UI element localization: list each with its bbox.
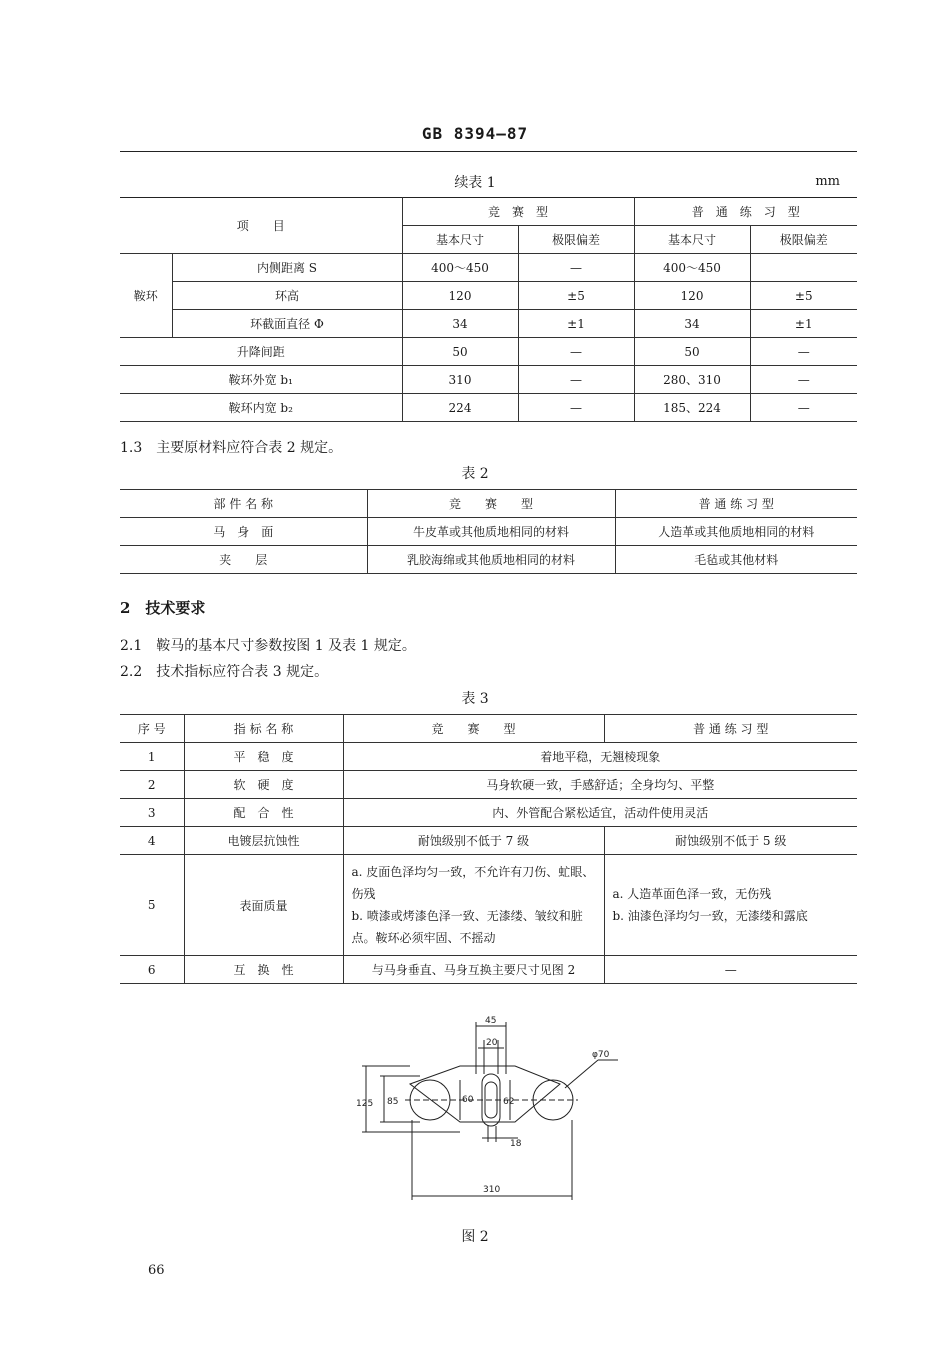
t2-header: 普 通 练 习 型: [615, 490, 857, 518]
t3-header: 普 通 练 习 型: [604, 715, 857, 743]
t3-cell: 软 硬 度: [184, 771, 343, 799]
paragraph-2-1: 2.1 鞍马的基本尺寸参数按图 1 及表 1 规定。: [120, 638, 416, 654]
t1-cell: 内侧距离 S: [172, 254, 402, 282]
t1-cell: 34: [402, 310, 518, 338]
t1-cell: 185、224: [634, 394, 750, 422]
dim-310: 310: [483, 1185, 501, 1195]
t3-cell: 2: [120, 771, 184, 799]
dim-85: 85: [387, 1097, 399, 1107]
t1-cell: ±5: [750, 282, 857, 310]
t1-header-train: 普 通 练 习 型: [634, 198, 857, 226]
table-row: [120, 771, 857, 799]
t1-cell: [750, 254, 857, 282]
t2-cell: 人造革或其他质地相同的材料: [615, 518, 857, 546]
t2-cell: 夹 层: [120, 546, 367, 574]
t1-cell: —: [750, 366, 857, 394]
t3-cell: 4: [120, 827, 184, 855]
t1-sub-basic: 基本尺寸: [634, 226, 750, 254]
t1-cell: 鞍环外宽 b₁: [120, 366, 402, 394]
figure-2-drawing: [350, 1010, 620, 1210]
t3-cell: 平 稳 度: [184, 743, 343, 771]
table2-caption: 表 2: [461, 466, 489, 482]
t1-cell: 升降间距: [120, 338, 402, 366]
table1-unit: mm: [815, 174, 840, 189]
table-row: [120, 282, 857, 310]
t3-item: a. 人造革面色泽一致，无伤残: [612, 887, 772, 901]
t3-cell: 马身软硬一致，手感舒适；全身均匀、平整: [343, 771, 857, 799]
t1-group-label: 鞍环: [120, 254, 172, 338]
t3-item: b. 油漆色泽均匀一致，无漆缕和露底: [612, 909, 808, 923]
table2: [120, 489, 857, 574]
t1-cell: 鞍环内宽 b₂: [120, 394, 402, 422]
t3-cell: 耐蚀级别不低于 7 级: [343, 827, 604, 855]
t1-cell: —: [518, 338, 634, 366]
t1-cell: ±1: [518, 310, 634, 338]
t3-cell: 5: [120, 855, 184, 956]
t1-cell: 120: [402, 282, 518, 310]
t1-cell: ±5: [518, 282, 634, 310]
document-header: GB 8394—87: [421, 124, 529, 143]
t3-cell: 1: [120, 743, 184, 771]
t1-cell: —: [750, 338, 857, 366]
dim-45: 45: [485, 1016, 497, 1026]
t3-cell: 电镀层抗蚀性: [184, 827, 343, 855]
t1-cell: —: [518, 366, 634, 394]
t3-cell: 与马身垂直、马身互换主要尺寸见图 2: [343, 956, 604, 984]
t1-cell: 310: [402, 366, 518, 394]
figure-2-caption: 图 2: [461, 1229, 489, 1245]
t3-cell: 配 合 性: [184, 799, 343, 827]
dim-62: 62: [503, 1097, 515, 1107]
t2-cell: 马 身 面: [120, 518, 367, 546]
t3-cell-surface-comp: [343, 855, 604, 956]
t1-cell: —: [518, 254, 634, 282]
t3-header: 序 号: [120, 715, 184, 743]
table-row: [120, 394, 857, 422]
table-row: [120, 254, 857, 282]
t1-cell: 50: [634, 338, 750, 366]
dim-18: 18: [510, 1139, 522, 1149]
t1-cell: 34: [634, 310, 750, 338]
t1-sub-tol: 极限偏差: [518, 226, 634, 254]
t1-cell: 120: [634, 282, 750, 310]
t1-header-item: 项 目: [120, 198, 402, 254]
dim-60: 60: [462, 1095, 474, 1105]
t1-sub-tol: 极限偏差: [750, 226, 857, 254]
t1-cell: 400～450: [634, 254, 750, 282]
table-row: [120, 546, 857, 574]
t3-cell: 耐蚀级别不低于 5 级: [604, 827, 857, 855]
t3-item: a. 皮面色泽均匀一致，不允许有刀伤、虻眼、伤残: [351, 865, 595, 901]
t1-cell: 280、310: [634, 366, 750, 394]
t3-cell: 6: [120, 956, 184, 984]
t3-cell: 3: [120, 799, 184, 827]
t1-sub-basic: 基本尺寸: [402, 226, 518, 254]
t2-cell: 乳胶海绵或其他质地相同的材料: [367, 546, 615, 574]
t1-cell: 环高: [172, 282, 402, 310]
table-row: [120, 827, 857, 855]
table-row: [120, 799, 857, 827]
section-2-title: 2 技术要求: [120, 599, 206, 617]
table-row: [120, 310, 857, 338]
table-header-row: [120, 490, 857, 518]
dim-125: 125: [356, 1099, 374, 1109]
dim-phi70: φ70: [592, 1050, 610, 1060]
table-header-row: [120, 715, 857, 743]
t2-cell: 牛皮革或其他质地相同的材料: [367, 518, 615, 546]
t2-cell: 毛毡或其他材料: [615, 546, 857, 574]
table-row: [120, 338, 857, 366]
table1: [120, 197, 857, 422]
t3-cell: 表面质量: [184, 855, 343, 956]
t3-cell: 着地平稳，无翘棱现象: [343, 743, 857, 771]
t3-item: b. 喷漆或烤漆色泽一致、无漆缕、皱纹和脏点。鞍环必须牢固、不摇动: [351, 909, 583, 945]
table3-caption: 表 3: [461, 691, 489, 707]
t3-cell-surface-train: [604, 855, 857, 956]
t2-header: 部 件 名 称: [120, 490, 367, 518]
t1-cell: 环截面直径 Φ: [172, 310, 402, 338]
page-number: 66: [148, 1263, 165, 1278]
table-row: [120, 743, 857, 771]
t3-header: 竞 赛 型: [343, 715, 604, 743]
t1-cell: 50: [402, 338, 518, 366]
t1-header-comp: 竞 赛 型: [402, 198, 634, 226]
table-row: [120, 956, 857, 984]
header-rule: [120, 151, 857, 152]
t3-header: 指 标 名 称: [184, 715, 343, 743]
t1-cell: 224: [402, 394, 518, 422]
t3-cell: —: [604, 956, 857, 984]
table1-caption: 续表 1: [454, 175, 496, 191]
table-row: [120, 855, 857, 956]
t1-cell: 400～450: [402, 254, 518, 282]
t2-header: 竞 赛 型: [367, 490, 615, 518]
dim-20: 20: [486, 1038, 498, 1048]
paragraph-2-2: 2.2 技术指标应符合表 3 规定。: [120, 664, 329, 680]
table-row: [120, 518, 857, 546]
t1-cell: —: [750, 394, 857, 422]
t3-cell: 内、外管配合紧松适宜，活动件使用灵活: [343, 799, 857, 827]
table3: [120, 714, 857, 984]
t1-cell: —: [518, 394, 634, 422]
t1-cell: ±1: [750, 310, 857, 338]
t3-cell: 互 换 性: [184, 956, 343, 984]
table-row: [120, 366, 857, 394]
paragraph-1-3: 1.3 主要原材料应符合表 2 规定。: [120, 440, 343, 456]
